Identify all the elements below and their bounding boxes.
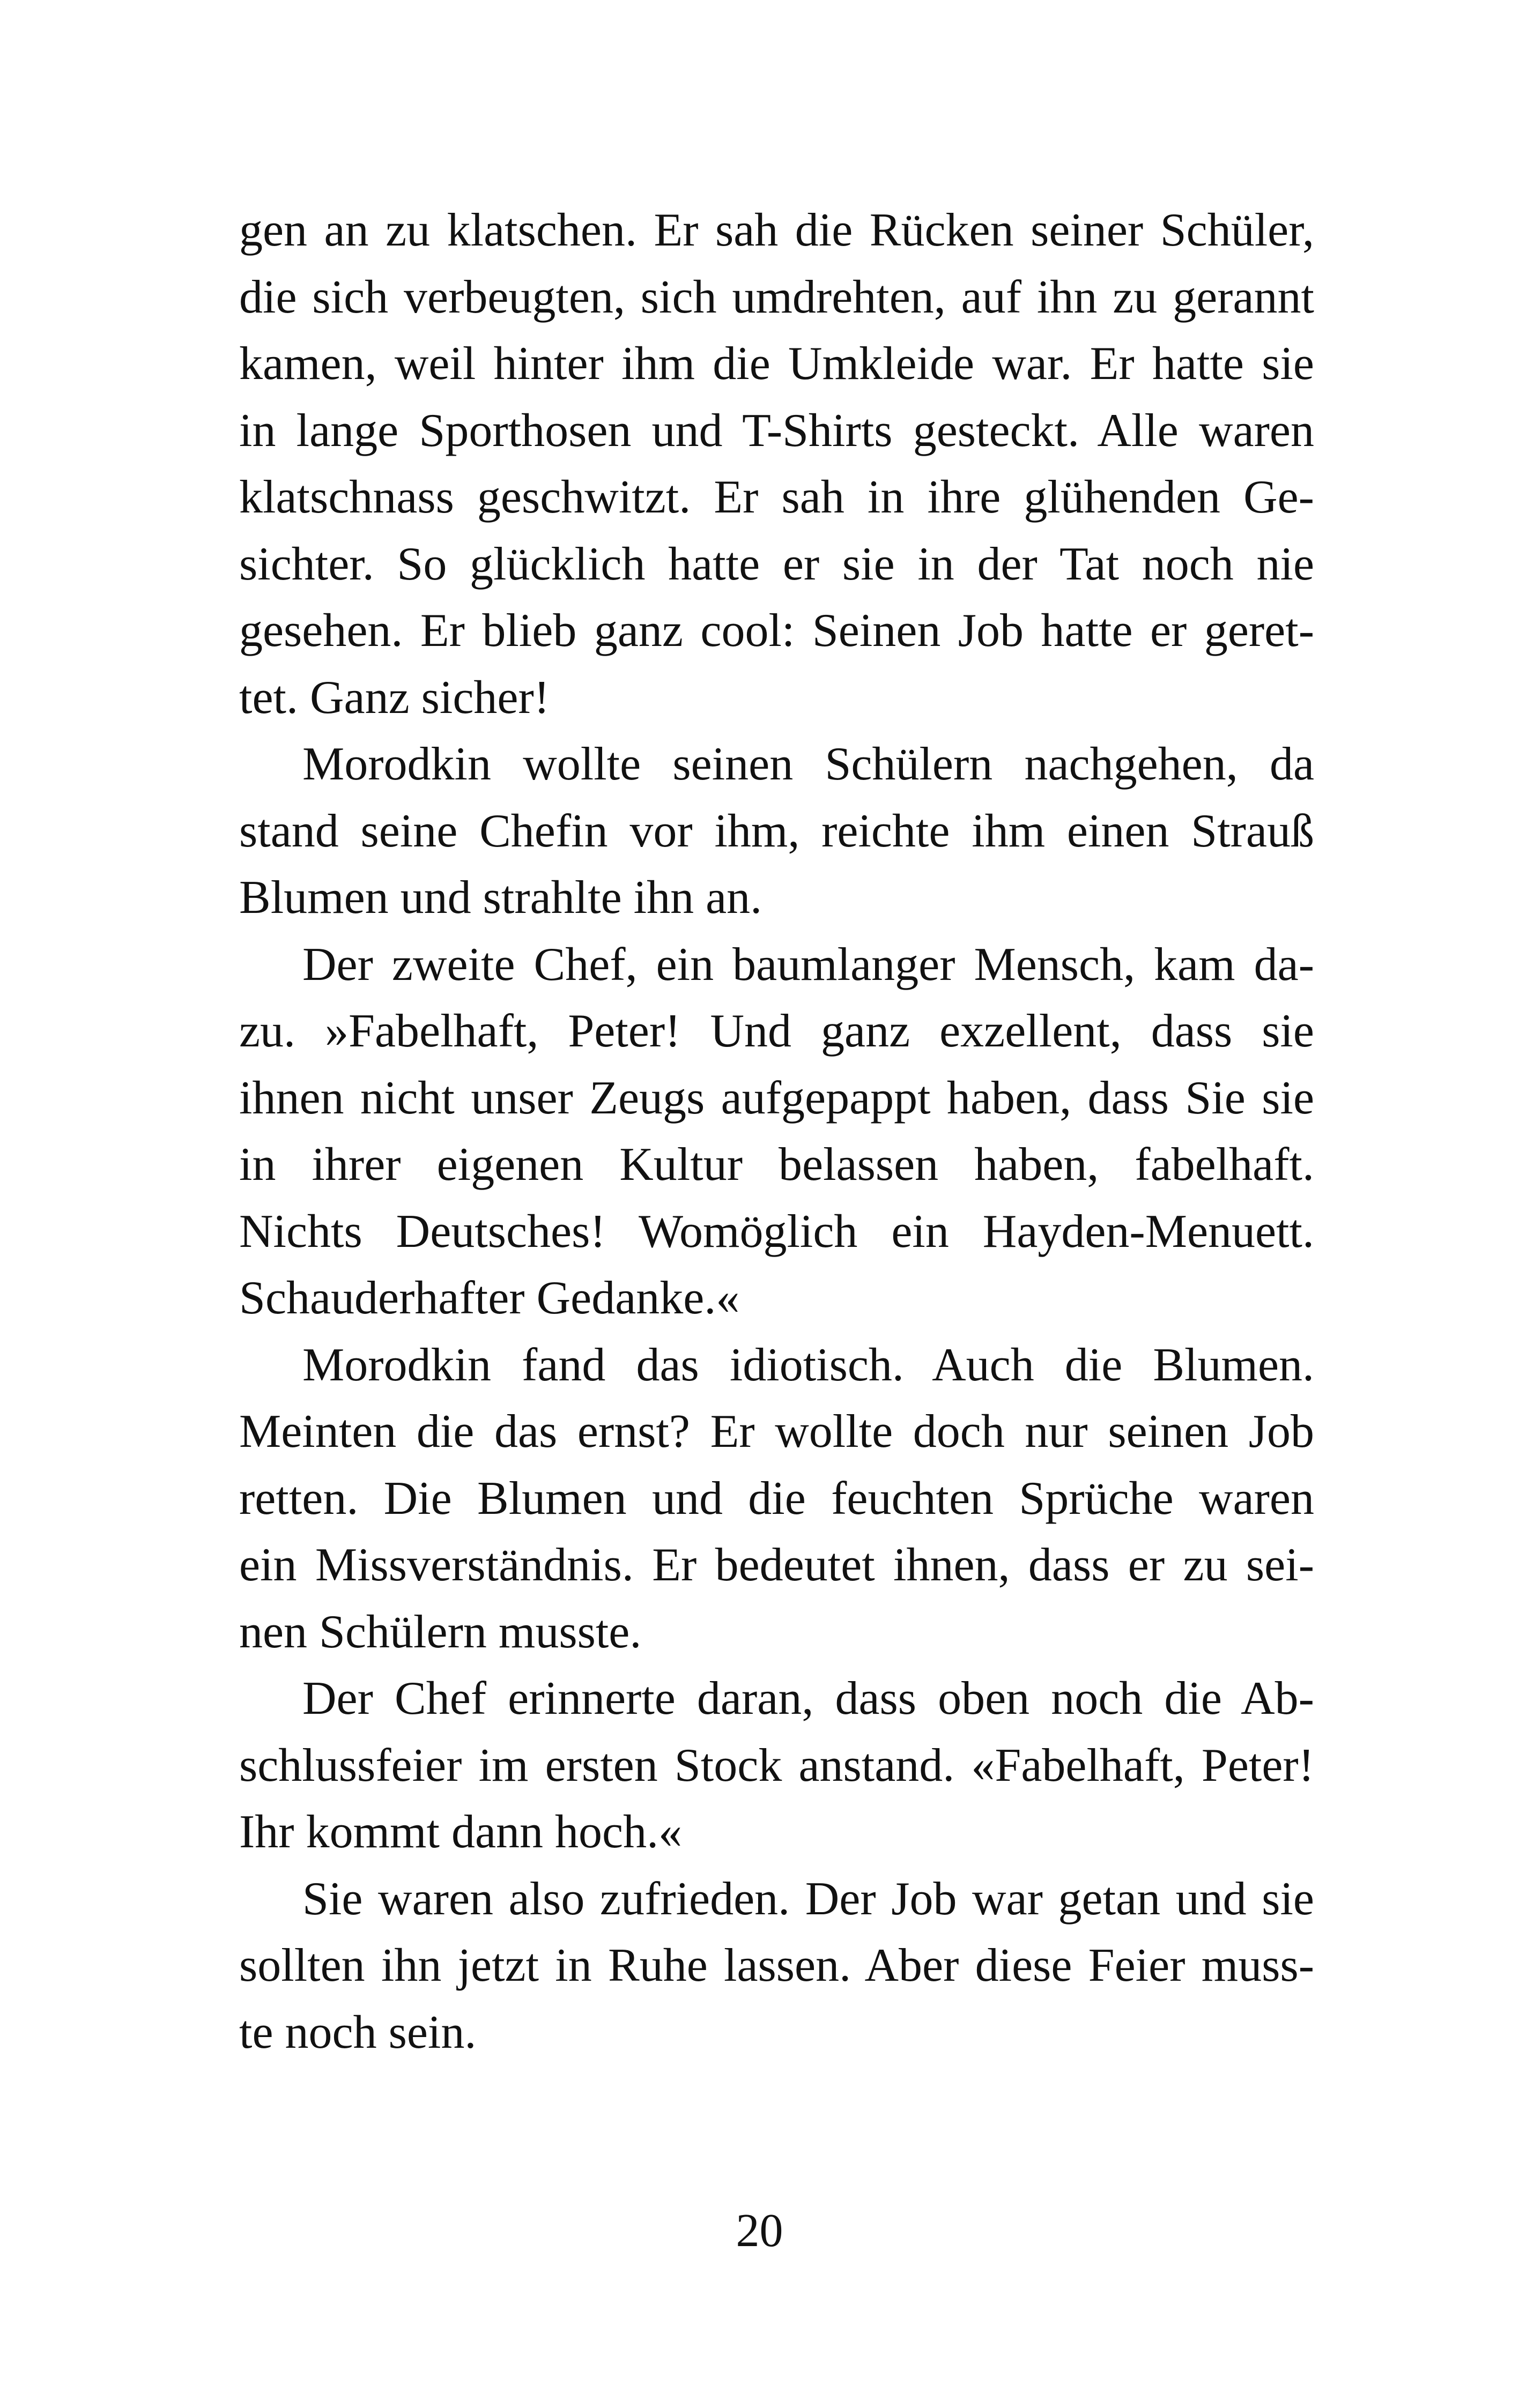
text-line: Blumen und strahlte ihn an.	[239, 872, 762, 924]
text-line: sollten ihn jetzt in Ruhe lassen. Aber diese Feier muss-	[239, 1939, 1314, 1991]
text-line: ein Missverständnis. Er bedeutet ihnen, dass er zu sei-	[239, 1539, 1314, 1591]
text-line: Ihr kommt dann hoch.«	[239, 1806, 683, 1858]
text-line: klatschnass geschwitzt. Er sah in ihre glühenden Ge-	[239, 471, 1314, 523]
text-line: in lange Sporthosen und T-Shirts gesteckt. Alle waren	[239, 404, 1314, 457]
text-line: ihnen nicht unser Zeugs aufgepappt haben, dass Sie sie	[239, 1072, 1314, 1124]
text-line: die sich verbeugten, sich umdrehten, auf ihn zu gerannt	[239, 271, 1314, 323]
text-line: Meinten die das ernst? Er wollte doch nur seinen Job	[239, 1406, 1314, 1458]
text-line: in ihrer eigenen Kultur belassen haben, fabelhaft.	[239, 1139, 1314, 1191]
text-line: stand seine Chefin vor ihm, reichte ihm einen Strauß	[239, 805, 1314, 857]
text-line: zu. »Fabelhaft, Peter! Und ganz exzellent, dass sie	[239, 1005, 1314, 1057]
text-line: Schauderhafter Gedanke.«	[239, 1272, 740, 1324]
text-line: nen Schülern musste.	[239, 1606, 642, 1658]
text-line: Nichts Deutsches! Womöglich ein Hayden-Menuett.	[239, 1205, 1314, 1258]
text-line: gesehen. Er blieb ganz cool: Seinen Job hatte er geret-	[239, 605, 1314, 657]
text-line: tet. Ganz sicher!	[239, 671, 550, 724]
text-line: sichter. So glücklich hatte er sie in der Tat noch nie	[239, 538, 1314, 590]
text-line: Der Chef erinnerte daran, dass oben noch die Ab-	[302, 1673, 1314, 1725]
page-body-text	[239, 197, 1314, 2066]
text-line: Sie waren also zufrieden. Der Job war getan und sie	[302, 1872, 1314, 1925]
page-number: 20	[736, 2205, 783, 2257]
text-line: te noch sein.	[239, 2006, 477, 2058]
text-line: Morodkin fand das idiotisch. Auch die Blumen.	[302, 1339, 1314, 1391]
text-line: Der zweite Chef, ein baumlanger Mensch, kam da-	[302, 938, 1314, 991]
text-line: gen an zu klatschen. Er sah die Rücken seiner Schüler,	[239, 204, 1314, 256]
text-line: retten. Die Blumen und die feuchten Sprüche waren	[239, 1472, 1314, 1525]
text-line: schlussfeier im ersten Stock anstand. «Fabelhaft, Peter!	[239, 1739, 1314, 1792]
text-line: kamen, weil hinter ihm die Umkleide war. Er hatte sie	[239, 338, 1314, 390]
text-line: Morodkin wollte seinen Schülern nachgehen, da	[302, 738, 1314, 790]
